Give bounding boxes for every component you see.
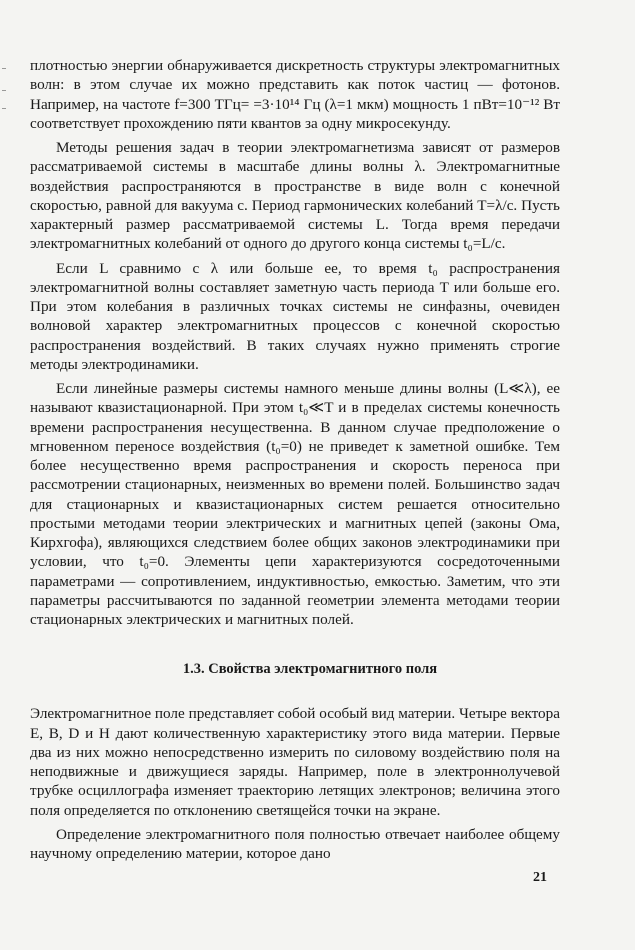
margin-mark — [2, 68, 6, 69]
paragraph: плотностью энергии обнаруживается дискретность структуры электромагнитных волн: в этом случае их можно представить как поток частиц — фотонов. Например, на частоте f=300 ТГц= =3·10¹⁴ Гц (λ=1 мкм) мощность 1 пВт=10⁻¹² Вт соответствует прохождению пяти квантов за одну микросекунду. — [30, 57, 560, 132]
page-number: 21 — [533, 870, 547, 885]
page-body — [30, 56, 560, 863]
section-number: 1.3. — [182, 661, 205, 678]
paragraph: Электромагнитное поле представляет собой особый вид материи. Четыре вектора E, B, D и H дают количественную характеристику этого вида материи. Первые два из них можно непосредственно измерить по силовому воздействию поля на неподвижные и движущиеся заряды. Например, поле в электроннолучевой трубке осциллографа изменяет траекторию летящих электронов; величина этого поля определяется по отклонению светящейся точки на экране. — [30, 705, 560, 819]
margin-mark — [2, 108, 6, 109]
section-heading — [30, 661, 560, 678]
section-title: Свойства электромагнитного поля — [208, 661, 438, 678]
margin-mark — [2, 90, 6, 91]
paragraph: Если линейные размеры системы намного меньше длины волны (L≪λ), ее называют квазистационарной. При этом t₀≪T и в пределах системы конечность времени распространения несущественна. В данном случае предположение о мгновенном переносе воздействия (t₀=0) не приведет к заметной ошибке. Тем более несущественно время распространения и скорость переноса при рассмотрении стационарных, неизменных во времени полей. Большинство задач для стационарных и квазистационарных систем решается относительно простыми методами теории электрических и магнитных цепей (законы Ома, Кирхгофа), являющихся следствием более общих законов электродинамики при условии, что t₀=0. Элементы цепи характеризуются сосредоточенными параметрами — сопротивлением, индуктивностью, емкостью. Заметим, что эти параметры рассчитываются по заданной геометрии элемента методами теории стационарных электрических и магнитных полей. — [30, 380, 560, 628]
paragraph: Методы решения задач в теории электромагнетизма зависят от размеров рассматриваемой системы в масштабе длины волны λ. Электромагнитные воздействия распространяются в пространстве в виде волн с конечной скоростью, равной для вакуума c. Период гармонических колебаний T=λ/c. Пусть характерный размер рассматриваемой системы L. Тогда время передачи электромагнитных колебаний от одного до другого конца системы t₀=L/c. — [30, 139, 560, 253]
paragraph: Если L сравнимо с λ или больше ее, то время t₀ распространения электромагнитной волны составляет заметную часть периода T или больше его. При этом колебания в различных точках системы не синфазны, очевиден волновой характер электромагнитных процессов с конечной скоростью распространения воздействий. В таких случаях нужно применять строгие методы электродинамики. — [30, 259, 560, 373]
paragraph: Определение электромагнитного поля полностью отвечает наиболее общему научному определению материи, которое дано — [30, 825, 560, 862]
